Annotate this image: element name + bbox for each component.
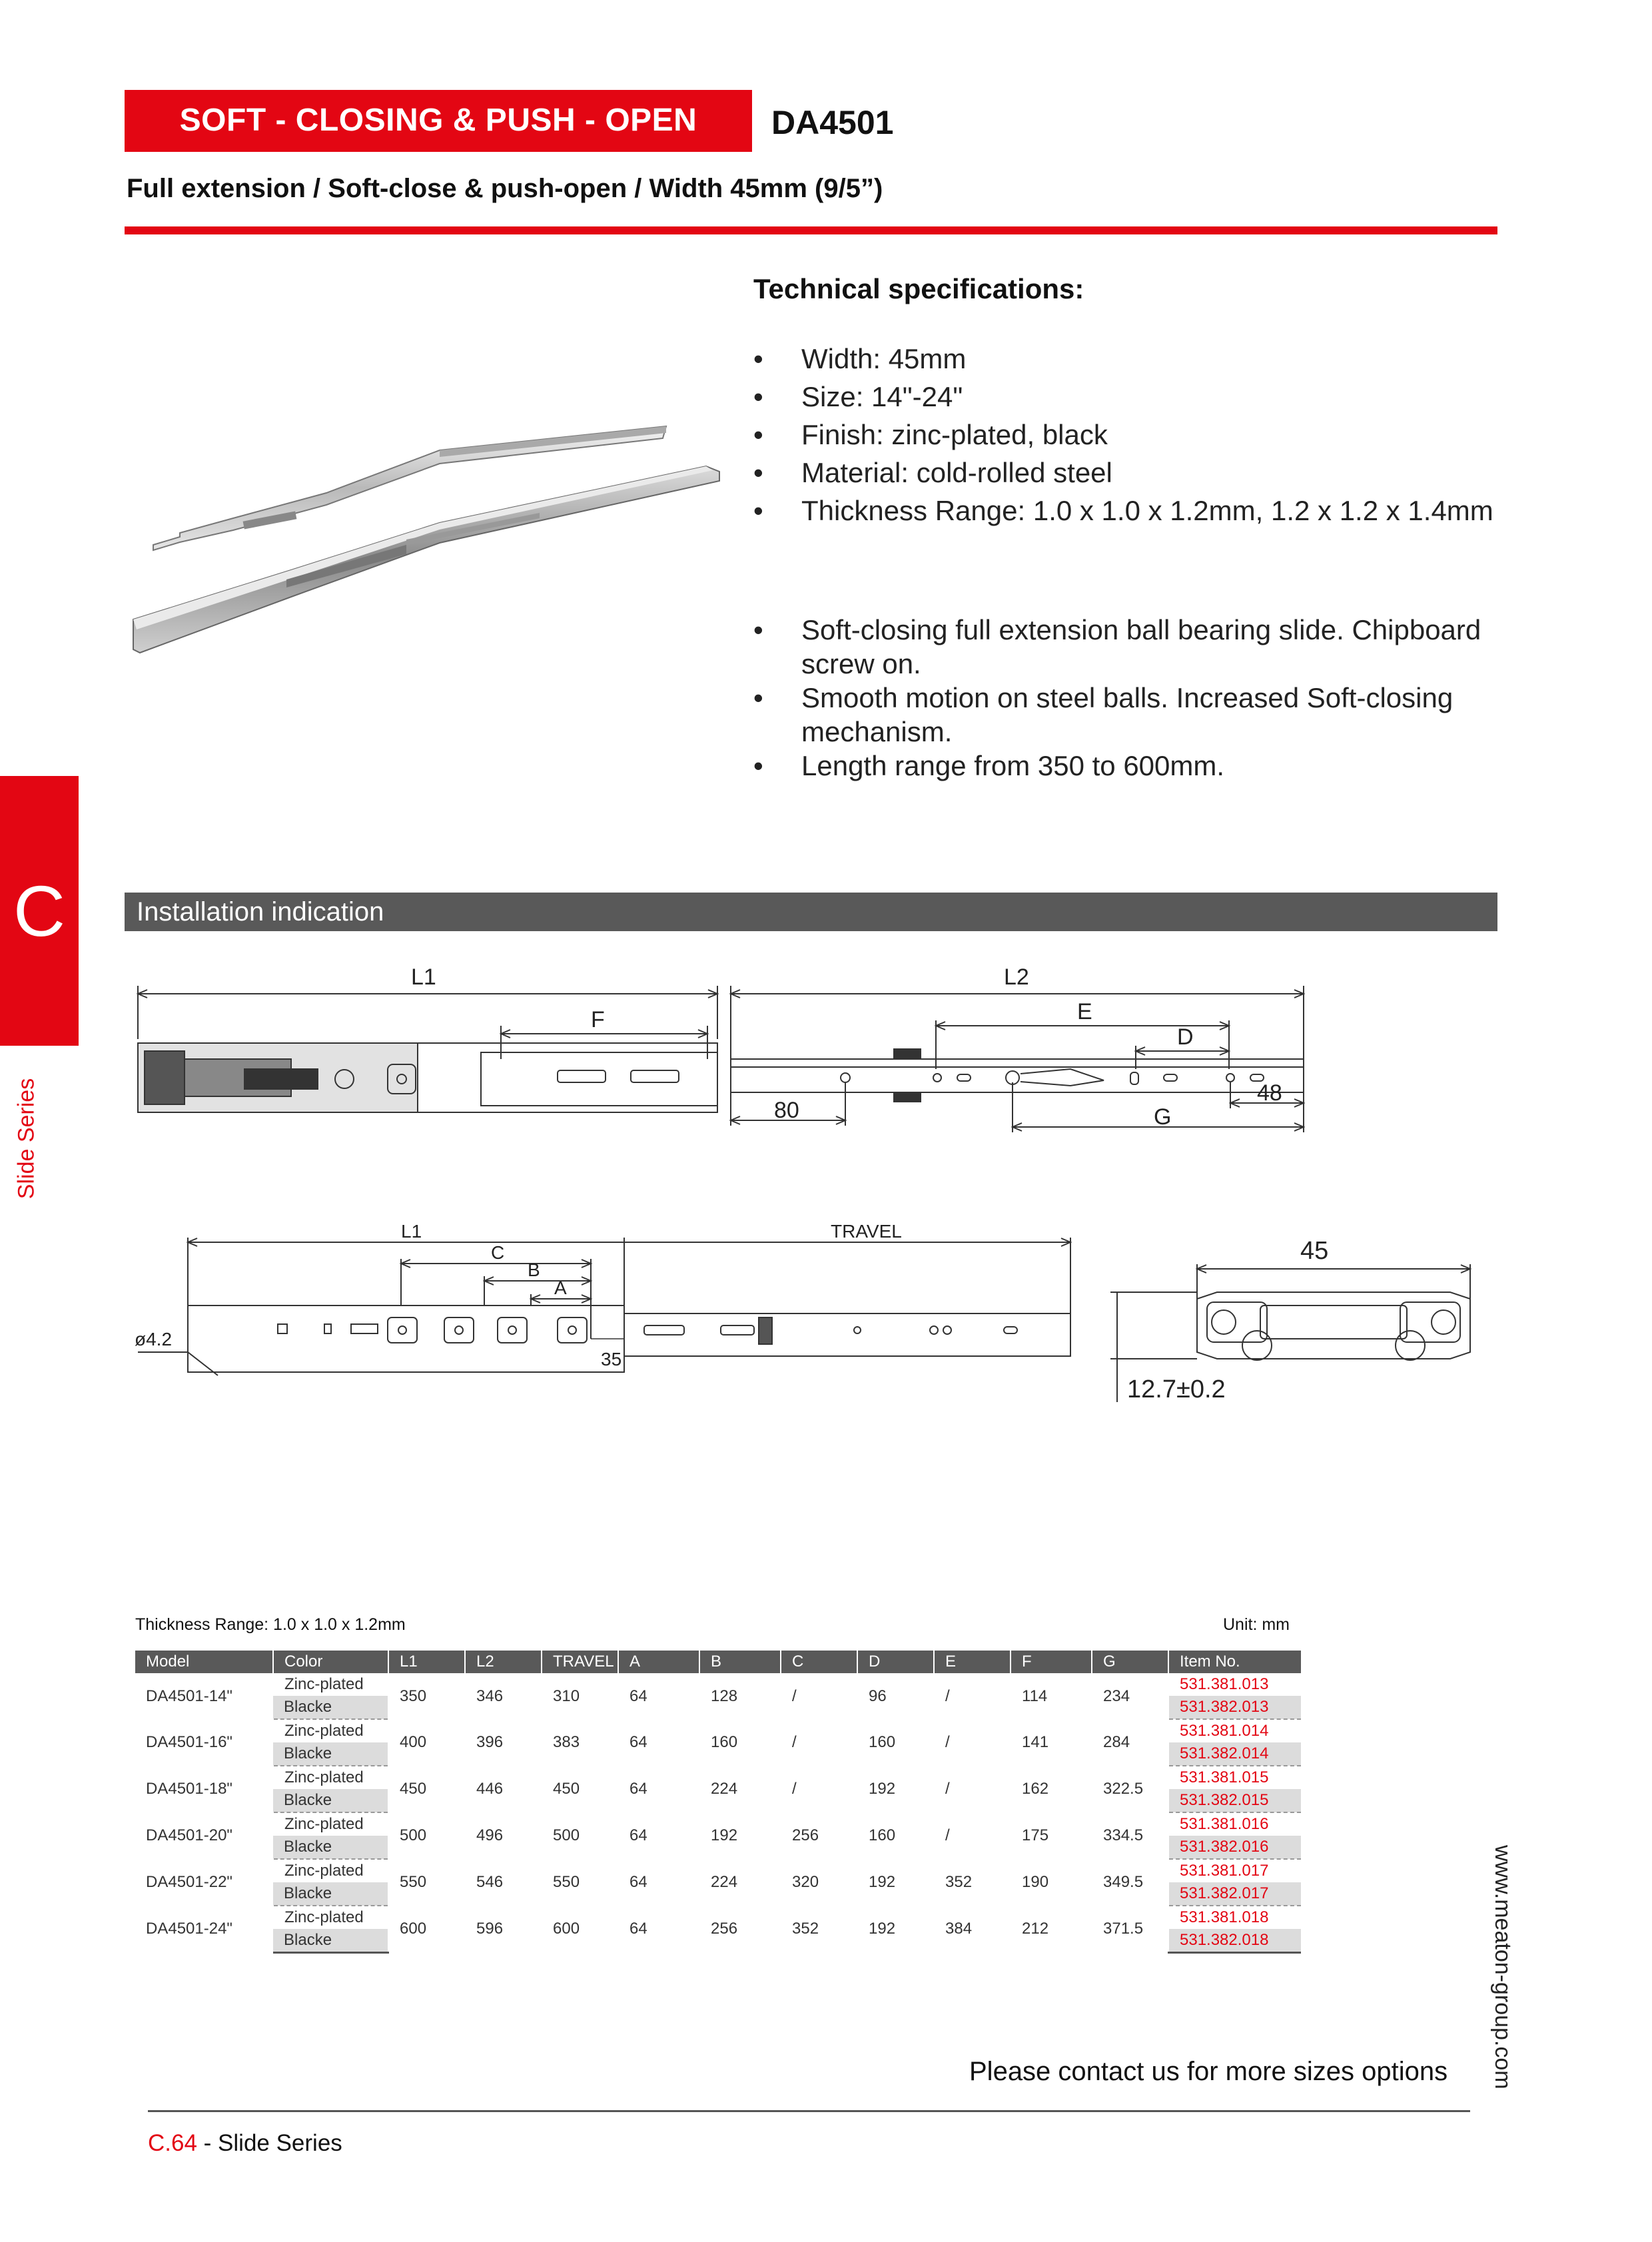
page-footer: [148, 2130, 342, 2157]
dim-E: E: [1077, 999, 1092, 1024]
dim-L1-bottom: L1: [401, 1221, 422, 1242]
spec-item: [753, 340, 1493, 378]
installation-drawings: [125, 959, 1497, 1439]
footer-divider: [148, 2110, 1470, 2112]
cell-A: 64: [618, 1673, 699, 1719]
cell-L2: 346: [465, 1673, 542, 1719]
cell-L1: 400: [388, 1719, 465, 1766]
cell-C: 256: [781, 1812, 857, 1859]
spec-item-text: Finish: zinc-plated, black: [801, 419, 1108, 450]
dim-A: A: [554, 1278, 567, 1298]
model-code: DA4501: [771, 104, 894, 141]
cell-C: 320: [781, 1859, 857, 1906]
cell-F: 190: [1011, 1859, 1092, 1906]
cell-B: 256: [699, 1906, 781, 1953]
cell-L1: 600: [388, 1906, 465, 1953]
contact-note: Please contact us for more sizes options: [969, 2057, 1448, 2086]
cell-D: 192: [857, 1766, 934, 1812]
cell-D: 192: [857, 1906, 934, 1953]
cell-travel: 383: [542, 1719, 618, 1766]
cell-E: 384: [934, 1906, 1011, 1953]
cell-model: DA4501-14": [146, 1686, 232, 1705]
feature-item: [753, 613, 1493, 681]
table-row: [135, 1719, 1301, 1742]
cell-travel: 550: [542, 1859, 618, 1906]
table-row: [135, 1766, 1301, 1789]
table-row: [135, 1673, 1301, 1696]
cell-E: /: [934, 1812, 1011, 1859]
dim-12-7: 12.7±0.2: [1127, 1375, 1226, 1403]
cell-F: 162: [1011, 1766, 1092, 1812]
spec-list: [753, 340, 1493, 530]
dim-L1: L1: [411, 964, 436, 990]
cell-E: /: [934, 1719, 1011, 1766]
spec-item: [753, 454, 1493, 492]
cell-color: Zinc-plated: [273, 1673, 388, 1696]
cell-color: Zinc-plated: [273, 1719, 388, 1742]
page-number: C.64: [148, 2130, 197, 2156]
dim-phi: ø4.2: [135, 1329, 173, 1349]
cell-item-no: 531.382.016: [1168, 1836, 1301, 1859]
cell-G: 234: [1092, 1673, 1168, 1719]
cell-E: /: [934, 1766, 1011, 1812]
dim-C: C: [491, 1242, 505, 1263]
spec-item-text: Width: 45mm: [801, 343, 967, 374]
col-header: F: [1011, 1651, 1092, 1673]
col-header: D: [857, 1651, 934, 1673]
col-header: L1: [388, 1651, 465, 1673]
table-unit: Unit: mm: [1223, 1615, 1290, 1634]
website-link[interactable]: www.meaton-group.com: [1490, 1845, 1515, 2089]
cell-B: 128: [699, 1673, 781, 1719]
section-tab-letter: C: [13, 871, 65, 951]
cell-item-no: 531.381.013: [1168, 1673, 1301, 1696]
cell-item-no: 531.381.015: [1168, 1766, 1301, 1789]
col-header: TRAVEL: [542, 1651, 618, 1673]
cell-F: 212: [1011, 1906, 1092, 1953]
table-thickness-note: Thickness Range: 1.0 x 1.0 x 1.2mm: [135, 1615, 406, 1634]
cell-B: 192: [699, 1812, 781, 1859]
product-photo: [127, 400, 746, 666]
dim-travel: TRAVEL: [831, 1221, 902, 1242]
cell-color: Zinc-plated: [273, 1859, 388, 1882]
cell-item-no: 531.382.013: [1168, 1696, 1301, 1719]
cell-F: 141: [1011, 1719, 1092, 1766]
cell-color: Zinc-plated: [273, 1766, 388, 1789]
feature-list: [753, 613, 1493, 783]
table-row: [135, 1859, 1301, 1882]
cell-L1: 550: [388, 1859, 465, 1906]
cell-item-no: 531.381.018: [1168, 1906, 1301, 1929]
bullet: •: [753, 457, 763, 488]
cell-item-no: 531.381.014: [1168, 1719, 1301, 1742]
spec-item: [753, 416, 1493, 454]
cell-color: Blacke: [273, 1836, 388, 1859]
cell-travel: 600: [542, 1906, 618, 1953]
cell-color: Blacke: [273, 1929, 388, 1953]
col-header: Color: [273, 1651, 388, 1673]
product-subtitle: Full extension / Soft-close & push-open / Width 45mm (9/5”): [127, 174, 883, 203]
cell-B: 224: [699, 1859, 781, 1906]
cell-travel: 500: [542, 1812, 618, 1859]
section-tab: [0, 776, 79, 1046]
bullet: •: [753, 343, 763, 374]
col-header: Model: [135, 1651, 273, 1673]
cell-color: Zinc-plated: [273, 1812, 388, 1836]
dim-F: F: [591, 1007, 605, 1032]
cell-color: Blacke: [273, 1882, 388, 1906]
lower-slide-shape: [133, 466, 719, 653]
cell-C: 352: [781, 1906, 857, 1953]
dim-B: B: [528, 1260, 540, 1280]
feature-item-text: Soft-closing full extension ball bearing slide. Chipboard screw on.: [801, 614, 1481, 679]
cell-travel: 450: [542, 1766, 618, 1812]
bullet: •: [753, 750, 763, 781]
cell-L2: 446: [465, 1766, 542, 1812]
dim-D: D: [1177, 1024, 1194, 1050]
bullet: •: [753, 419, 763, 450]
installation-title: Installation indication: [137, 897, 384, 927]
cell-item-no: 531.382.015: [1168, 1789, 1301, 1812]
section-label: Slide Series: [13, 1078, 39, 1200]
cell-model: DA4501-24": [146, 1920, 232, 1938]
cell-model: DA4501-16": [146, 1733, 232, 1751]
cell-L1: 350: [388, 1673, 465, 1719]
bullet: •: [753, 495, 763, 526]
cell-color: Blacke: [273, 1789, 388, 1812]
col-header: L2: [465, 1651, 542, 1673]
cell-item-no: 531.381.017: [1168, 1859, 1301, 1882]
cell-A: 64: [618, 1766, 699, 1812]
cell-G: 334.5: [1092, 1812, 1168, 1859]
cell-L1: 500: [388, 1812, 465, 1859]
cell-C: /: [781, 1719, 857, 1766]
spec-item-text: Thickness Range: 1.0 x 1.0 x 1.2mm, 1.2 x 1.2 x 1.4mm: [801, 495, 1493, 526]
cell-G: 371.5: [1092, 1906, 1168, 1953]
cell-B: 160: [699, 1719, 781, 1766]
cell-model: DA4501-18": [146, 1780, 232, 1798]
cell-D: 96: [857, 1673, 934, 1719]
cell-C: /: [781, 1766, 857, 1812]
cell-item-no: 531.381.016: [1168, 1812, 1301, 1836]
installation-header: [125, 893, 1497, 931]
bullet: •: [753, 614, 763, 645]
feature-item-text: Length range from 350 to 600mm.: [801, 750, 1225, 781]
cell-model: DA4501-22": [146, 1873, 232, 1891]
dim-35: 35: [601, 1349, 622, 1369]
cell-color: Zinc-plated: [273, 1906, 388, 1929]
cell-L1: 450: [388, 1766, 465, 1812]
feature-item: [753, 681, 1493, 749]
feature-item: [753, 749, 1493, 783]
col-header: E: [934, 1651, 1011, 1673]
feature-item-text: Smooth motion on steel balls. Increased Soft-closing mechanism.: [801, 682, 1453, 747]
cell-A: 64: [618, 1906, 699, 1953]
spec-item: [753, 378, 1493, 416]
cell-travel: 310: [542, 1673, 618, 1719]
spec-item-text: Size: 14"-24": [801, 381, 963, 412]
bullet: •: [753, 682, 763, 713]
cell-A: 64: [618, 1812, 699, 1859]
cell-item-no: 531.382.018: [1168, 1929, 1301, 1953]
col-header: G: [1092, 1651, 1168, 1673]
cell-color: Blacke: [273, 1742, 388, 1766]
category-banner-text: SOFT - CLOSING & PUSH - OPEN: [179, 103, 697, 138]
cell-model: DA4501-20": [146, 1826, 232, 1844]
spec-title: Technical specifications:: [753, 273, 1084, 304]
col-header: Item No.: [1168, 1651, 1301, 1673]
cell-D: 192: [857, 1859, 934, 1906]
table-header-row: [135, 1651, 1301, 1673]
cell-L2: 396: [465, 1719, 542, 1766]
cell-D: 160: [857, 1719, 934, 1766]
dim-48: 48: [1257, 1080, 1282, 1106]
cell-G: 284: [1092, 1719, 1168, 1766]
dim-45: 45: [1300, 1237, 1329, 1265]
bullet: •: [753, 381, 763, 412]
table-row: [135, 1812, 1301, 1836]
header-divider: [125, 226, 1497, 234]
cell-F: 175: [1011, 1812, 1092, 1859]
cell-A: 64: [618, 1719, 699, 1766]
spec-item: [753, 492, 1493, 530]
cell-E: /: [934, 1673, 1011, 1719]
dim-L2: L2: [1004, 964, 1029, 990]
col-header: B: [699, 1651, 781, 1673]
cell-L2: 596: [465, 1906, 542, 1953]
page-section: - Slide Series: [197, 2130, 342, 2156]
cell-L2: 546: [465, 1859, 542, 1906]
category-banner: [125, 90, 752, 152]
col-header: C: [781, 1651, 857, 1673]
cell-D: 160: [857, 1812, 934, 1859]
upper-slide-shape: [153, 426, 666, 550]
cell-L2: 496: [465, 1812, 542, 1859]
cell-item-no: 531.382.014: [1168, 1742, 1301, 1766]
cell-F: 114: [1011, 1673, 1092, 1719]
cell-color: Blacke: [273, 1696, 388, 1719]
cell-C: /: [781, 1673, 857, 1719]
dim-80: 80: [774, 1098, 799, 1123]
dim-G: G: [1154, 1104, 1172, 1130]
spec-table: [135, 1651, 1301, 1954]
cell-B: 224: [699, 1766, 781, 1812]
spec-item-text: Material: cold-rolled steel: [801, 457, 1112, 488]
cell-G: 349.5: [1092, 1859, 1168, 1906]
table-row: [135, 1906, 1301, 1929]
cell-E: 352: [934, 1859, 1011, 1906]
cell-G: 322.5: [1092, 1766, 1168, 1812]
col-header: A: [618, 1651, 699, 1673]
cell-item-no: 531.382.017: [1168, 1882, 1301, 1906]
cell-A: 64: [618, 1859, 699, 1906]
